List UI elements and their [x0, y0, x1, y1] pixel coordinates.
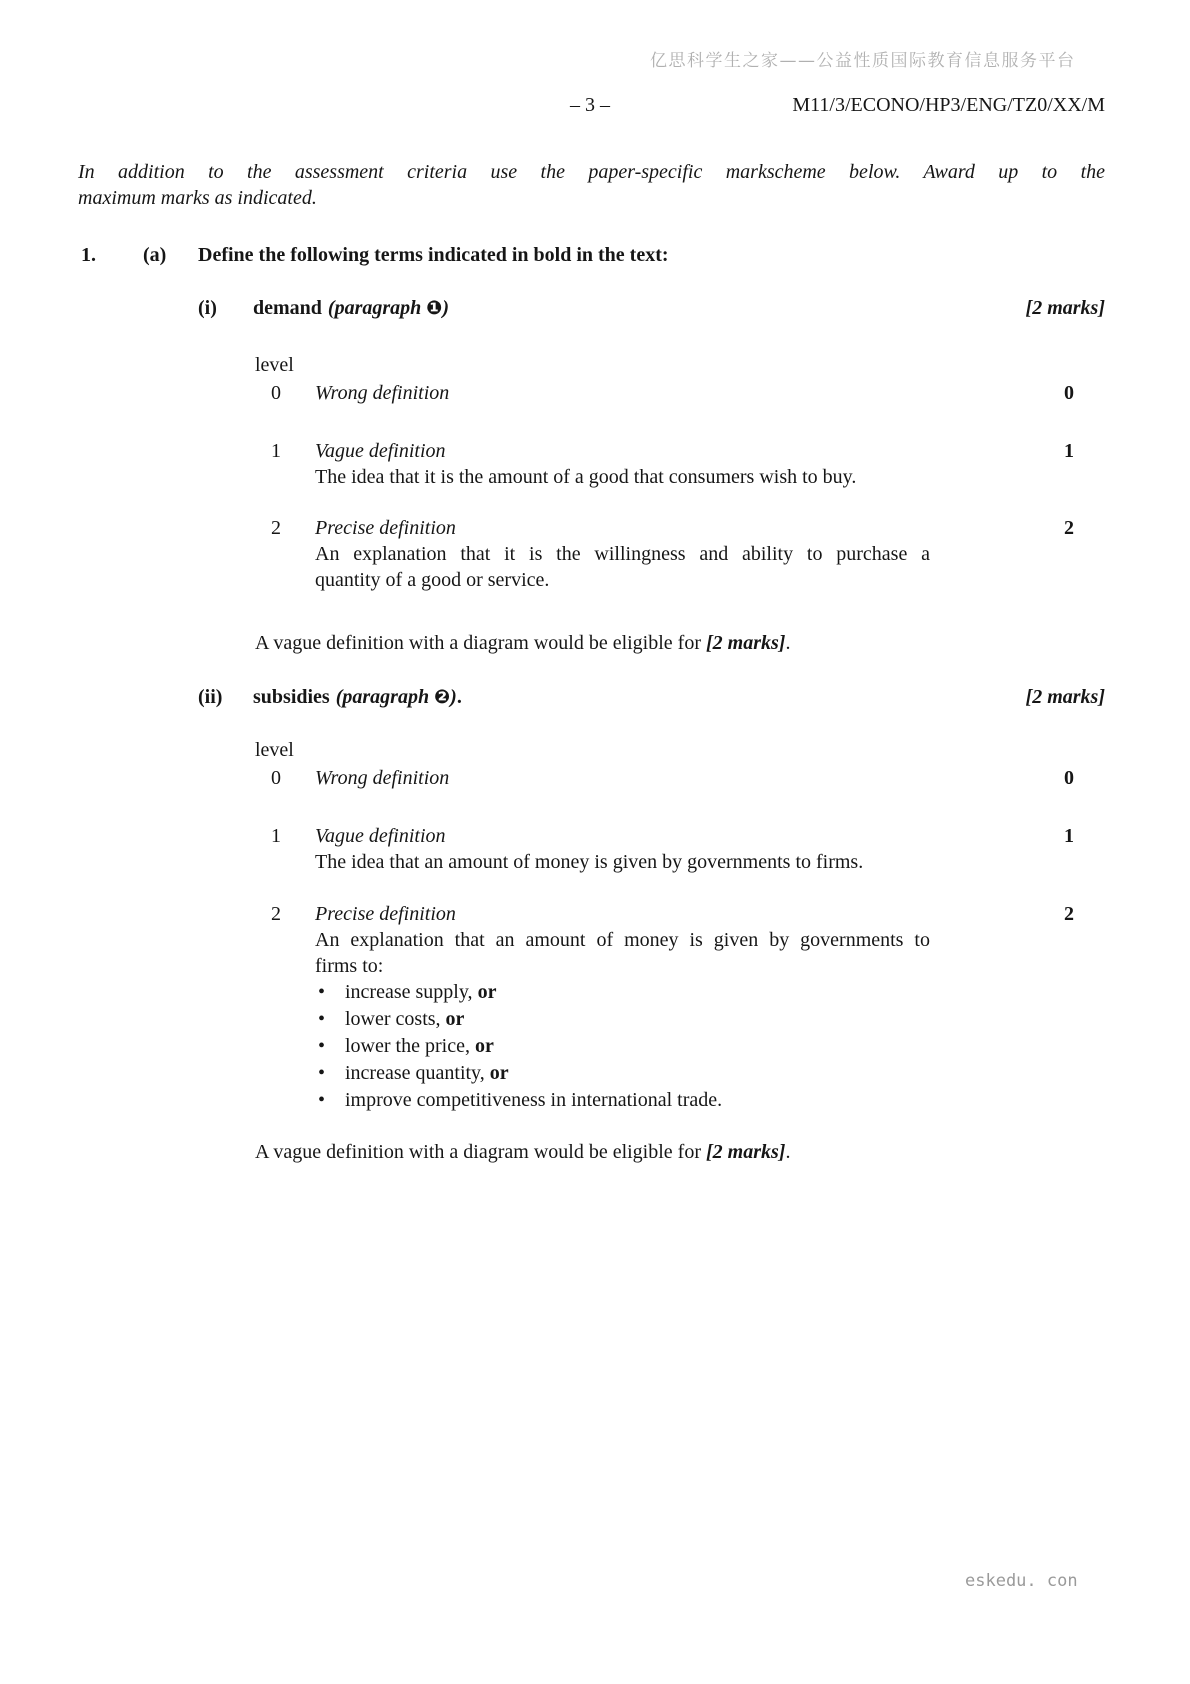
- subq2-marks: [2 marks]: [1025, 686, 1105, 708]
- subq1-note: A vague definition with a diagram would be eligible for [2 marks].: [255, 632, 791, 654]
- subq2-level0-mark: 0: [1064, 767, 1074, 789]
- subq1-level2-mark: 2: [1064, 517, 1074, 539]
- subq1-level2-num: 2: [271, 517, 281, 539]
- paper-code: M11/3/ECONO/HP3/ENG/TZ0/XX/M: [792, 94, 1105, 116]
- subq2-level2-desc-1: An explanation that an amount of money is given by governments to: [315, 929, 930, 951]
- bullet-item: • lower the price, or: [318, 1035, 494, 1057]
- subq1-heading: [253, 295, 449, 321]
- subq2-level2-desc-2: firms to:: [315, 955, 384, 977]
- intro-line-2: maximum marks as indicated.: [78, 187, 317, 209]
- subq1-level1-desc: The idea that it is the amount of a good that consumers wish to buy.: [315, 466, 857, 488]
- subq1-term: demand: [253, 297, 322, 319]
- circled-1-icon: ❶: [426, 297, 443, 319]
- top-watermark: 亿思科学生之家——公益性质国际教育信息服务平台: [650, 51, 1076, 71]
- intro-line-1: In addition to the assessment criteria use the paper-specific markscheme below. Award up to the: [78, 161, 1105, 183]
- subq2-note: A vague definition with a diagram would be eligible for [2 marks].: [255, 1141, 791, 1163]
- subq1-paragraph-ref: (paragraph ❶): [327, 297, 450, 319]
- bottom-watermark: eskedu. con: [965, 1571, 1078, 1591]
- subq2-term: subsidies: [253, 686, 330, 708]
- subq2-level-label: level: [255, 739, 294, 761]
- subq2-level0-num: 0: [271, 767, 281, 789]
- subq1-level1-name: Vague definition: [315, 440, 446, 462]
- subq2-level1-desc: The idea that an amount of money is given by governments to firms.: [315, 851, 864, 873]
- circled-2-icon: ❷: [434, 686, 451, 708]
- bullet-icon: •: [318, 1062, 326, 1084]
- subq1-marks: [2 marks]: [1025, 297, 1105, 319]
- subq2-terminal: .: [456, 686, 462, 708]
- subq1-level1-num: 1: [271, 440, 281, 462]
- subq1-level2-desc-1: An explanation that it is the willingness and ability to purchase a: [315, 543, 930, 565]
- bullet-item: • increase supply, or: [318, 981, 497, 1003]
- subq2-label: (ii): [198, 686, 223, 708]
- question-title: Define the following terms indicated in bold in the text:: [198, 244, 669, 266]
- subq2-level2-num: 2: [271, 903, 281, 925]
- subq1-level-label: level: [255, 354, 294, 376]
- bullet-icon: •: [318, 981, 326, 1003]
- bullet-icon: •: [318, 1008, 326, 1030]
- subq2-level0-name: Wrong definition: [315, 767, 450, 789]
- subq2-level2-mark: 2: [1064, 903, 1074, 925]
- subq1-level2-name: Precise definition: [315, 517, 456, 539]
- bullet-item: • lower costs, or: [318, 1008, 465, 1030]
- subq1-level2-desc-2: quantity of a good or service.: [315, 569, 550, 591]
- page-number: – 3 –: [570, 94, 610, 116]
- subq2-level1-name: Vague definition: [315, 825, 446, 847]
- subq1-level0-num: 0: [271, 382, 281, 404]
- bullet-item: • increase quantity, or: [318, 1062, 509, 1084]
- subq2-note-marks: [2 marks]: [706, 1141, 786, 1163]
- question-number: 1.: [81, 244, 96, 266]
- subq2-level2-name: Precise definition: [315, 903, 456, 925]
- subq2-level1-mark: 1: [1064, 825, 1074, 847]
- bullet-icon: •: [318, 1089, 326, 1111]
- subq1-note-marks: [2 marks]: [706, 632, 786, 654]
- subq2-heading: [253, 684, 462, 710]
- subq2-level1-num: 1: [271, 825, 281, 847]
- subq1-label: (i): [198, 297, 217, 319]
- bullet-icon: •: [318, 1035, 326, 1057]
- subq1-level1-mark: 1: [1064, 440, 1074, 462]
- subq1-level0-name: Wrong definition: [315, 382, 450, 404]
- subq2-paragraph-ref: (paragraph ❷): [335, 686, 457, 708]
- subq1-level0-mark: 0: [1064, 382, 1074, 404]
- question-part-label: (a): [143, 244, 167, 266]
- bullet-item: • improve competitiveness in international trade.: [318, 1089, 723, 1111]
